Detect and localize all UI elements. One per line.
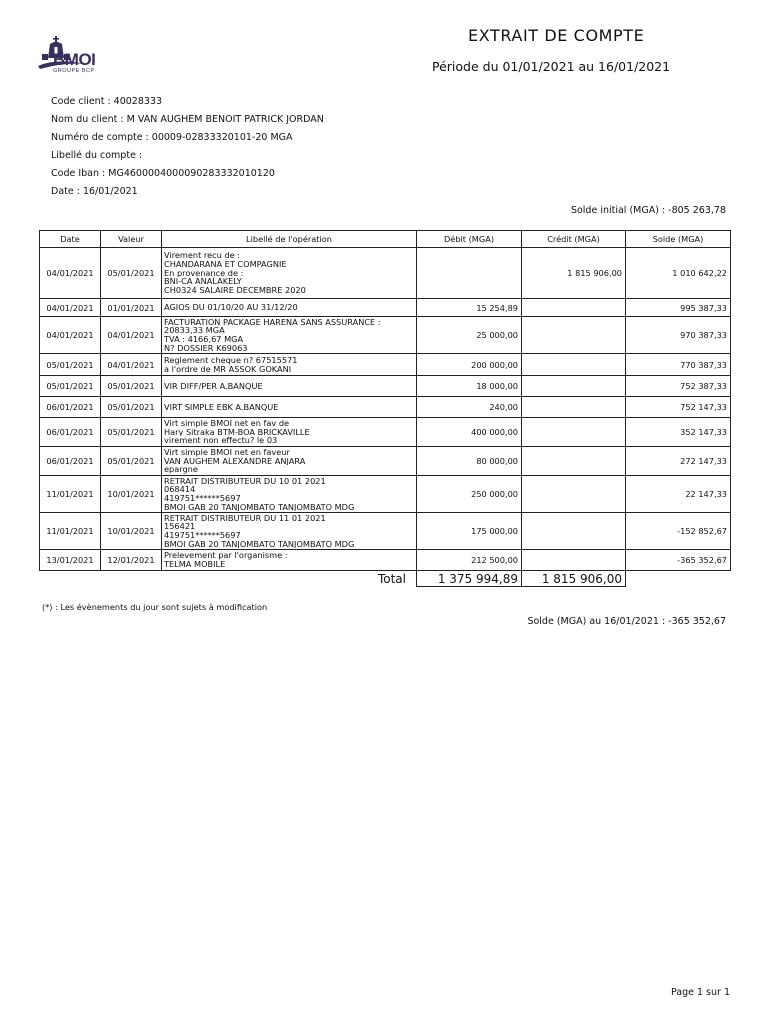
cell-date: 04/01/2021 [40, 317, 101, 354]
cell-credit [522, 418, 626, 447]
iban-code: Code Iban : MG4600004000090283332010120 [51, 168, 275, 179]
cell-credit [522, 397, 626, 418]
cell-solde: 272 147,33 [626, 447, 731, 476]
cell-valeur: 04/01/2021 [101, 354, 162, 376]
libelle-line: N? DOSSIER K69063 [164, 343, 248, 353]
client-name: Nom du client : M VAN AUGHEM BENOIT PATRICK JORDAN [51, 114, 324, 125]
cell-solde: 22 147,33 [626, 476, 731, 513]
header-libelle: Libellé de l'opération [162, 231, 417, 248]
cell-debit: 175 000,00 [417, 513, 522, 550]
cell-solde: -365 352,67 [626, 550, 731, 571]
cell-solde: 752 147,33 [626, 397, 731, 418]
libelle-line: VIRT SIMPLE EBK A.BANQUE [164, 402, 279, 412]
cell-debit: 240,00 [417, 397, 522, 418]
libelle-line: CH0324 SALAIRE DECEMBRE 2020 [164, 286, 306, 295]
cell-credit [522, 354, 626, 376]
libelle-line: virement non effectu? le 03 [164, 436, 278, 446]
libelle-line: En provenance de : [164, 268, 244, 278]
libelle-line: Virt simple BMOI net en faveur [164, 447, 290, 457]
libelle-line: a l'ordre de MR ASSOK GOKANI [164, 364, 292, 374]
statement-date: Date : 16/01/2021 [51, 186, 138, 197]
libelle-line: Virt simple BMOI net en fav de [164, 418, 290, 428]
table-row [40, 550, 731, 571]
cell-debit: 18 000,00 [417, 376, 522, 397]
libelle-line: 419751******5697 [164, 494, 241, 503]
cell-credit [522, 447, 626, 476]
cell-solde: 770 387,33 [626, 354, 731, 376]
libelle-line: FACTURATION PACKAGE HARENA SANS ASSURANCE : [164, 317, 381, 327]
table-row [40, 317, 731, 354]
header-valeur: Valeur [101, 231, 162, 248]
cell-solde: 1 010 642,22 [626, 248, 731, 299]
libelle-line: VAN AUGHEM ALEXANDRE ANJARA [164, 456, 306, 466]
libelle-line: Reglement cheque n? 67515571 [164, 355, 298, 365]
table-row [40, 376, 731, 397]
total-debit: 1 375 994,89 [417, 571, 522, 587]
bank-name: BMOI [53, 50, 96, 69]
libelle-line: 068414 [164, 485, 196, 494]
cell-valeur: 05/01/2021 [101, 248, 162, 299]
cell-credit: 1 815 906,00 [522, 248, 626, 299]
libelle-line: 156421 [164, 522, 196, 531]
total-row [40, 571, 731, 587]
table-row [40, 397, 731, 418]
cell-valeur: 05/01/2021 [101, 376, 162, 397]
libelle-line: VIR DIFF/PER A.BANQUE [164, 381, 263, 391]
cell-valeur: 10/01/2021 [101, 513, 162, 550]
transactions-table [39, 230, 731, 587]
table-row [40, 299, 731, 317]
libelle-line: CHANDARANA ET COMPAGNIE [164, 259, 287, 269]
cell-libelle [162, 513, 417, 550]
total-label: Total [40, 571, 417, 587]
table-row [40, 476, 731, 513]
libelle-line: BMOI GAB 20 TANJOMBATO TANJOMBATO MDG [164, 502, 355, 512]
cell-libelle [162, 317, 417, 354]
cell-date: 11/01/2021 [40, 476, 101, 513]
cell-credit [522, 376, 626, 397]
final-balance: Solde (MGA) au 16/01/2021 : -365 352,67 [527, 616, 726, 627]
libelle-line: Hary Sitraka BTM-BOA BRICKAVILLE [164, 427, 310, 437]
cell-libelle [162, 476, 417, 513]
cell-debit: 400 000,00 [417, 418, 522, 447]
cell-libelle [162, 299, 417, 317]
cell-libelle [162, 354, 417, 376]
cell-solde: 970 387,33 [626, 317, 731, 354]
libelle-line: BNI-CA ANALAKELY [164, 277, 242, 287]
table-row [40, 513, 731, 550]
cell-debit: 80 000,00 [417, 447, 522, 476]
table-header-row [40, 231, 731, 248]
cell-credit [522, 317, 626, 354]
cell-debit [417, 248, 522, 299]
libelle-line: epargne [164, 465, 198, 475]
cell-credit [522, 299, 626, 317]
libelle-line: Prelevement par l'organisme : [164, 551, 288, 560]
cell-valeur: 01/01/2021 [101, 299, 162, 317]
cell-date: 13/01/2021 [40, 550, 101, 571]
cell-date: 04/01/2021 [40, 299, 101, 317]
cell-valeur: 04/01/2021 [101, 317, 162, 354]
statement-period: Période du 01/01/2021 au 16/01/2021 [432, 59, 671, 74]
page-title: EXTRAIT DE COMPTE [468, 26, 645, 45]
libelle-line: RETRAIT DISTRIBUTEUR DU 10 01 2021 [164, 476, 326, 486]
cell-date: 11/01/2021 [40, 513, 101, 550]
cell-valeur: 10/01/2021 [101, 476, 162, 513]
libelle-line: TVA : 4166,67 MGA [164, 335, 244, 344]
cell-solde: 995 387,33 [626, 299, 731, 317]
cell-valeur: 05/01/2021 [101, 447, 162, 476]
cell-date: 06/01/2021 [40, 447, 101, 476]
initial-balance: Solde initial (MGA) : -805 263,78 [570, 205, 726, 216]
libelle-line: 419751******5697 [164, 531, 241, 540]
libelle-line: 20833,33 MGA [164, 326, 225, 335]
account-label: Libellé du compte : [51, 150, 143, 161]
cell-date: 05/01/2021 [40, 376, 101, 397]
table-row [40, 354, 731, 376]
cell-date: 06/01/2021 [40, 397, 101, 418]
cell-valeur: 05/01/2021 [101, 397, 162, 418]
libelle-line: TELMA MOBILE [164, 560, 226, 569]
header-credit: Crédit (MGA) [522, 231, 626, 248]
total-credit: 1 815 906,00 [522, 571, 626, 587]
libelle-line: AGIOS DU 01/10/20 AU 31/12/20 [164, 303, 298, 312]
cell-solde: -152 852,67 [626, 513, 731, 550]
cell-credit [522, 550, 626, 571]
page-number: Page 1 sur 1 [670, 987, 730, 998]
cell-credit [522, 513, 626, 550]
client-code: Code client : 40028333 [51, 96, 163, 107]
disclaimer-note: (*) : Les évènements du jour sont sujets à modification [42, 602, 268, 612]
libelle-line: RETRAIT DISTRIBUTEUR DU 11 01 2021 [164, 513, 326, 523]
cell-valeur: 05/01/2021 [101, 418, 162, 447]
cell-debit: 25 000,00 [417, 317, 522, 354]
header-date: Date [40, 231, 101, 248]
cell-date: 06/01/2021 [40, 418, 101, 447]
cell-valeur: 12/01/2021 [101, 550, 162, 571]
cell-libelle [162, 418, 417, 447]
libelle-line: BMOI GAB 20 TANJOMBATO TANJOMBATO MDG [164, 539, 355, 549]
cell-credit [522, 476, 626, 513]
account-number: Numéro de compte : 00009-02833320101-20 MGA [51, 132, 293, 143]
header-debit: Débit (MGA) [417, 231, 522, 248]
table-row [40, 447, 731, 476]
cell-libelle [162, 248, 417, 299]
header-solde: Solde (MGA) [626, 231, 731, 248]
cell-solde: 352 147,33 [626, 418, 731, 447]
cell-date: 04/01/2021 [40, 248, 101, 299]
bank-group: GROUPE BCP [53, 68, 95, 74]
cell-debit: 212 500,00 [417, 550, 522, 571]
cell-libelle [162, 550, 417, 571]
cell-solde: 752 387,33 [626, 376, 731, 397]
cell-debit: 200 000,00 [417, 354, 522, 376]
cell-libelle [162, 397, 417, 418]
libelle-line: Virement recu de : [164, 251, 241, 260]
cell-libelle [162, 447, 417, 476]
table-row [40, 418, 731, 447]
cell-debit: 15 254,89 [417, 299, 522, 317]
cell-date: 05/01/2021 [40, 354, 101, 376]
cell-libelle [162, 376, 417, 397]
cell-debit: 250 000,00 [417, 476, 522, 513]
table-row [40, 248, 731, 299]
